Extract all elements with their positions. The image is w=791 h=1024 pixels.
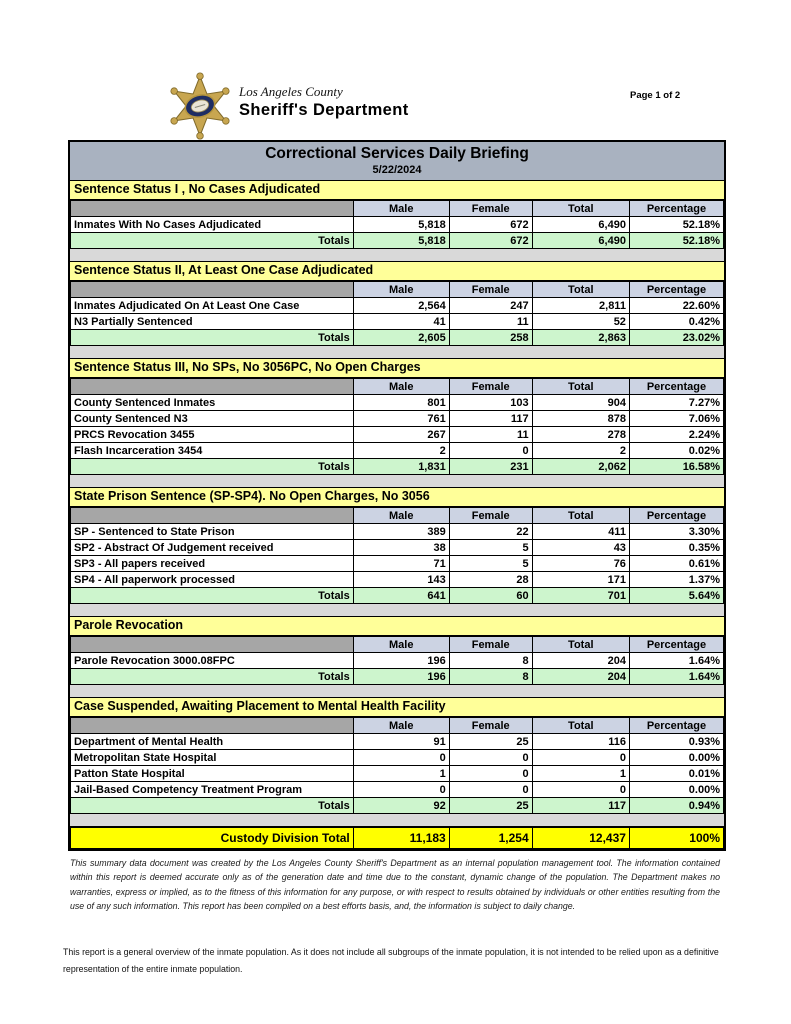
cell-female: 25 <box>449 734 532 750</box>
section-spacer <box>70 346 724 359</box>
column-header-percentage: Percentage <box>629 637 723 653</box>
cell-female: 672 <box>449 217 532 233</box>
cell-percentage: 52.18% <box>629 217 723 233</box>
column-header-row <box>71 637 724 653</box>
section-table <box>70 281 724 346</box>
totals-female: 8 <box>449 669 532 685</box>
totals-row <box>71 233 724 249</box>
row-label: SP3 - All papers received <box>71 556 354 572</box>
corner-cell <box>71 637 354 653</box>
table-row <box>71 427 724 443</box>
cell-percentage: 7.27% <box>629 395 723 411</box>
totals-total: 117 <box>532 798 629 814</box>
section-table <box>70 507 724 604</box>
cell-percentage: 0.01% <box>629 766 723 782</box>
totals-male: 5,818 <box>353 233 449 249</box>
footnote-text: This report is a general overview of the inmate population. As it does not include all subgroups of the inmate population, it is not intended to be relied upon as a definitive representation of the entire inmate population. <box>63 947 719 975</box>
section-title: Sentence Status I , No Cases Adjudicated <box>70 181 724 200</box>
column-header-total: Total <box>532 201 629 217</box>
corner-cell <box>71 282 354 298</box>
cell-male: 196 <box>353 653 449 669</box>
cell-male: 0 <box>353 782 449 798</box>
cell-female: 0 <box>449 766 532 782</box>
table-row <box>71 653 724 669</box>
totals-female: 60 <box>449 588 532 604</box>
grand-total-female: 1,254 <box>449 828 532 849</box>
table-row <box>71 524 724 540</box>
cell-male: 267 <box>353 427 449 443</box>
report-title-bar <box>70 142 724 181</box>
cell-total: 2 <box>532 443 629 459</box>
cell-total: 204 <box>532 653 629 669</box>
section-table <box>70 200 724 249</box>
row-label: Jail-Based Competency Treatment Program <box>71 782 354 798</box>
totals-row <box>71 798 724 814</box>
totals-percentage: 5.64% <box>629 588 723 604</box>
grand-total-label: Custody Division Total <box>71 828 354 849</box>
corner-cell <box>71 201 354 217</box>
totals-female: 672 <box>449 233 532 249</box>
cell-total: 43 <box>532 540 629 556</box>
cell-total: 6,490 <box>532 217 629 233</box>
table-row <box>71 556 724 572</box>
cell-male: 143 <box>353 572 449 588</box>
column-header-total: Total <box>532 508 629 524</box>
column-header-row <box>71 718 724 734</box>
totals-label: Totals <box>71 233 354 249</box>
cell-female: 28 <box>449 572 532 588</box>
totals-row <box>71 330 724 346</box>
column-header-female: Female <box>449 718 532 734</box>
table-row <box>71 395 724 411</box>
cell-female: 5 <box>449 540 532 556</box>
cell-total: 171 <box>532 572 629 588</box>
cell-percentage: 22.60% <box>629 298 723 314</box>
cell-total: 0 <box>532 782 629 798</box>
agency-county-line: Los Angeles County <box>239 84 343 99</box>
cell-male: 2 <box>353 443 449 459</box>
table-row <box>71 298 724 314</box>
table-row <box>71 572 724 588</box>
cell-male: 91 <box>353 734 449 750</box>
column-header-row <box>71 282 724 298</box>
sheriff-star-badge-icon <box>168 71 232 146</box>
cell-male: 38 <box>353 540 449 556</box>
grand-total-percentage: 100% <box>629 828 723 849</box>
column-header-percentage: Percentage <box>629 508 723 524</box>
column-header-row <box>71 379 724 395</box>
column-header-total: Total <box>532 637 629 653</box>
totals-percentage: 1.64% <box>629 669 723 685</box>
column-header-female: Female <box>449 637 532 653</box>
report-date: 5/22/2024 <box>372 164 422 176</box>
totals-total: 6,490 <box>532 233 629 249</box>
section-spacer <box>70 475 724 488</box>
section-table <box>70 717 724 814</box>
cell-female: 0 <box>449 443 532 459</box>
row-label: County Sentenced Inmates <box>71 395 354 411</box>
cell-percentage: 0.42% <box>629 314 723 330</box>
report-title: Correctional Services Daily Briefing <box>265 145 529 162</box>
corner-cell <box>71 379 354 395</box>
cell-total: 52 <box>532 314 629 330</box>
totals-percentage: 52.18% <box>629 233 723 249</box>
row-label: SP - Sentenced to State Prison <box>71 524 354 540</box>
section-title: State Prison Sentence (SP-SP4). No Open Charges, No 3056 <box>70 488 724 507</box>
row-label: SP2 - Abstract Of Judgement received <box>71 540 354 556</box>
totals-row <box>71 588 724 604</box>
corner-cell <box>71 718 354 734</box>
totals-label: Totals <box>71 588 354 604</box>
cell-total: 76 <box>532 556 629 572</box>
totals-percentage: 0.94% <box>629 798 723 814</box>
column-header-male: Male <box>353 201 449 217</box>
cell-male: 5,818 <box>353 217 449 233</box>
column-header-male: Male <box>353 718 449 734</box>
grand-total-table <box>70 827 724 849</box>
column-header-row <box>71 508 724 524</box>
grand-total-row <box>71 828 724 849</box>
column-header-percentage: Percentage <box>629 201 723 217</box>
totals-row <box>71 669 724 685</box>
column-header-female: Female <box>449 282 532 298</box>
briefing-table <box>68 140 726 851</box>
table-row <box>71 443 724 459</box>
cell-percentage: 0.35% <box>629 540 723 556</box>
section-title: Sentence Status II, At Least One Case Adjudicated <box>70 262 724 281</box>
totals-percentage: 16.58% <box>629 459 723 475</box>
cell-percentage: 7.06% <box>629 411 723 427</box>
totals-male: 1,831 <box>353 459 449 475</box>
totals-label: Totals <box>71 459 354 475</box>
totals-label: Totals <box>71 330 354 346</box>
cell-female: 11 <box>449 427 532 443</box>
agency-department-line: Sheriff's Department <box>239 101 409 119</box>
totals-label: Totals <box>71 669 354 685</box>
totals-total: 204 <box>532 669 629 685</box>
section-table <box>70 378 724 475</box>
agency-name-block <box>239 84 409 120</box>
totals-female: 25 <box>449 798 532 814</box>
cell-female: 117 <box>449 411 532 427</box>
section-title: Sentence Status III, No SPs, No 3056PC, No Open Charges <box>70 359 724 378</box>
cell-percentage: 0.61% <box>629 556 723 572</box>
column-header-male: Male <box>353 282 449 298</box>
column-header-female: Female <box>449 379 532 395</box>
cell-total: 2,811 <box>532 298 629 314</box>
totals-label: Totals <box>71 798 354 814</box>
column-header-male: Male <box>353 637 449 653</box>
cell-percentage: 1.64% <box>629 653 723 669</box>
row-label: Metropolitan State Hospital <box>71 750 354 766</box>
disclaimer-text: This summary data document was created by the Los Angeles County Sheriff's Department as an internal population management tool. The information contained within this report is deemed accurate only as of the generation date and time due to the constant, dynamic change of the population. The Department makes no warranties, express or implied, as to the fitness of this information for any purpose, or with respect to results obtained by individuals or other entities resulting from the use of any such information. This report has been compiled on a best efforts basis, and, the information is subject to daily change. <box>70 858 720 911</box>
section-title: Parole Revocation <box>70 617 724 636</box>
cell-total: 904 <box>532 395 629 411</box>
cell-female: 22 <box>449 524 532 540</box>
cell-percentage: 0.00% <box>629 750 723 766</box>
cell-percentage: 3.30% <box>629 524 723 540</box>
column-header-total: Total <box>532 282 629 298</box>
row-label: Parole Revocation 3000.08FPC <box>71 653 354 669</box>
cell-total: 411 <box>532 524 629 540</box>
totals-total: 2,062 <box>532 459 629 475</box>
cell-female: 0 <box>449 782 532 798</box>
cell-percentage: 0.02% <box>629 443 723 459</box>
totals-total: 701 <box>532 588 629 604</box>
cell-male: 41 <box>353 314 449 330</box>
cell-female: 247 <box>449 298 532 314</box>
section-spacer <box>70 604 724 617</box>
row-label: N3 Partially Sentenced <box>71 314 354 330</box>
cell-male: 761 <box>353 411 449 427</box>
cell-total: 116 <box>532 734 629 750</box>
section-title: Case Suspended, Awaiting Placement to Mental Health Facility <box>70 698 724 717</box>
column-header-female: Female <box>449 508 532 524</box>
page-number-label: Page 1 of 2 <box>630 90 681 101</box>
cell-female: 11 <box>449 314 532 330</box>
column-header-percentage: Percentage <box>629 282 723 298</box>
table-row <box>71 766 724 782</box>
cell-percentage: 2.24% <box>629 427 723 443</box>
totals-total: 2,863 <box>532 330 629 346</box>
cell-female: 8 <box>449 653 532 669</box>
row-label: SP4 - All paperwork processed <box>71 572 354 588</box>
cell-male: 389 <box>353 524 449 540</box>
row-label: PRCS Revocation 3455 <box>71 427 354 443</box>
totals-male: 641 <box>353 588 449 604</box>
column-header-male: Male <box>353 508 449 524</box>
column-header-total: Total <box>532 718 629 734</box>
row-label: Inmates With No Cases Adjudicated <box>71 217 354 233</box>
cell-female: 5 <box>449 556 532 572</box>
cell-percentage: 1.37% <box>629 572 723 588</box>
cell-female: 103 <box>449 395 532 411</box>
cell-male: 71 <box>353 556 449 572</box>
cell-male: 1 <box>353 766 449 782</box>
totals-female: 258 <box>449 330 532 346</box>
row-label: Inmates Adjudicated On At Least One Case <box>71 298 354 314</box>
cell-female: 0 <box>449 750 532 766</box>
row-label: Patton State Hospital <box>71 766 354 782</box>
totals-male: 92 <box>353 798 449 814</box>
grand-total-total: 12,437 <box>532 828 629 849</box>
column-header-total: Total <box>532 379 629 395</box>
cell-male: 0 <box>353 750 449 766</box>
cell-total: 878 <box>532 411 629 427</box>
table-row <box>71 734 724 750</box>
cell-male: 2,564 <box>353 298 449 314</box>
section-spacer <box>70 249 724 262</box>
totals-percentage: 23.02% <box>629 330 723 346</box>
table-row <box>71 540 724 556</box>
column-header-female: Female <box>449 201 532 217</box>
totals-male: 196 <box>353 669 449 685</box>
column-header-percentage: Percentage <box>629 379 723 395</box>
cell-percentage: 0.00% <box>629 782 723 798</box>
column-header-row <box>71 201 724 217</box>
row-label: County Sentenced N3 <box>71 411 354 427</box>
cell-total: 1 <box>532 766 629 782</box>
table-row <box>71 314 724 330</box>
totals-male: 2,605 <box>353 330 449 346</box>
cell-total: 278 <box>532 427 629 443</box>
table-row <box>71 411 724 427</box>
row-label: Flash Incarceration 3454 <box>71 443 354 459</box>
section-spacer <box>70 814 724 827</box>
totals-female: 231 <box>449 459 532 475</box>
column-header-male: Male <box>353 379 449 395</box>
section-table <box>70 636 724 685</box>
table-row <box>71 782 724 798</box>
star-badge-svg <box>168 71 232 141</box>
cell-male: 801 <box>353 395 449 411</box>
cell-total: 0 <box>532 750 629 766</box>
totals-row <box>71 459 724 475</box>
grand-total-male: 11,183 <box>353 828 449 849</box>
sections-container <box>70 181 724 827</box>
cell-percentage: 0.93% <box>629 734 723 750</box>
table-row <box>71 217 724 233</box>
section-spacer <box>70 685 724 698</box>
column-header-percentage: Percentage <box>629 718 723 734</box>
table-row <box>71 750 724 766</box>
row-label: Department of Mental Health <box>71 734 354 750</box>
corner-cell <box>71 508 354 524</box>
